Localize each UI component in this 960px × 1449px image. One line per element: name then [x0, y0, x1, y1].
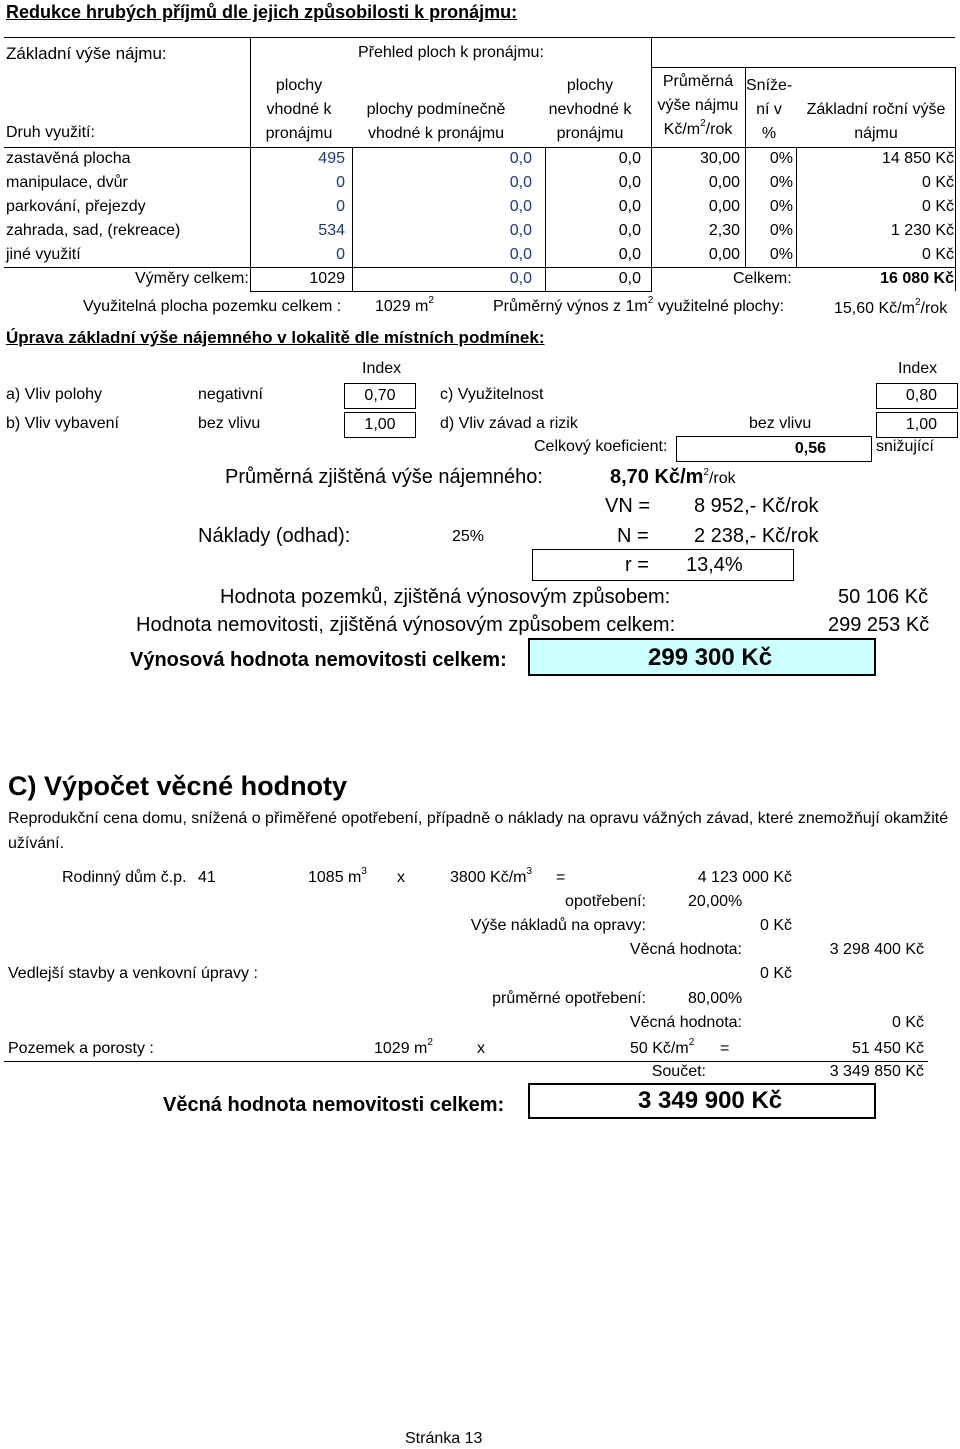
property-income-value: 299 253 Kč [828, 614, 930, 636]
col-unsuitable-header: plochy nevhodné k pronájmu [548, 77, 632, 142]
costs-label: Náklady (odhad): [198, 525, 351, 547]
house-value: 3 298 400 Kč [829, 941, 924, 958]
factor-a-effect: negativní [198, 386, 263, 403]
rate-label: r = [625, 554, 649, 576]
income-value-label: Výnosová hodnota nemovitosti celkem: [130, 649, 507, 671]
outbuildings-value-label: Věcná hodnota: [629, 1014, 742, 1031]
material-value: 3 349 900 Kč [638, 1087, 783, 1114]
factor-b-effect: bez vlivu [198, 415, 261, 432]
index-header: Index [898, 360, 938, 377]
house-repairs-value: 0 Kč [759, 917, 792, 934]
factor-a-index: 0,70 [344, 383, 416, 409]
outbuildings-label: Vedlejší stavby a venkovní úpravy : [8, 965, 258, 982]
coef-label: Celkový koeficient: [534, 438, 668, 455]
sum-value: 3 349 850 Kč [829, 1063, 924, 1080]
income-value: 299 300 Kč [648, 644, 773, 671]
avg-yield-label: Průměrný výnos z $1m^2$ využitelné plochy: [493, 295, 785, 315]
coef-value: 0,56 [676, 436, 872, 462]
factor-d-index: 1,00 [876, 412, 958, 438]
page-title: Redukce hrubých příjmů dle jejich způsobilosti k pronájmu: [6, 2, 518, 22]
land-income-label: Hodnota pozemků, zjištěná výnosovým způsobem: [220, 586, 671, 608]
outbuildings-value: 0 Kč [891, 1014, 924, 1031]
factor-a-label: a) Vliv polohy [6, 386, 103, 403]
factor-d-effect: bez vlivu [749, 415, 812, 432]
rate-box [532, 549, 794, 581]
n-value: 2 238,- Kč/rok [694, 525, 819, 547]
house-repairs-label: Výše nákladů na opravy: [470, 917, 646, 934]
n-label: N = [617, 525, 649, 547]
sum-label: Součet: [651, 1063, 706, 1080]
col-avg-rent-header: Průměrná výše nájmu $Kč/m^2$/rok [657, 73, 739, 138]
vn-value: 8 952,- Kč/rok [694, 495, 819, 517]
section-c-title: C) Výpočet věcné hodnoty [8, 771, 348, 801]
vn-label: VN = [605, 495, 651, 517]
avg-yield-value: 15,60 $Kč/m^2$/rok [834, 297, 948, 317]
index-header: Index [362, 360, 402, 377]
outbuildings-wear-label: průměrné opotřebení: [492, 990, 646, 1007]
section-c-para-line1: Reprodukční cena domu, snížená o přiměřené opotřebení, případně o náklady na opravu vážných závad, které znemožňují okamžité [8, 810, 949, 827]
outbuildings-wear-value: 80,00% [688, 990, 743, 1007]
land-income-value: 50 106 Kč [838, 586, 929, 608]
factor-d-label: d) Vliv závad a rizik [440, 415, 578, 432]
overview-label: Přehled ploch k pronájmu: [358, 44, 544, 61]
adjust-title: Úprava základní výše nájemného v lokalitě dle místních podmínek: [6, 328, 545, 347]
usable-area-value: 1029 $m^2$ [375, 295, 434, 315]
col-reduction-header: Sníže- ní v % [746, 77, 793, 142]
factor-c-label: c) Využitelnost [440, 386, 544, 403]
rate-value: 13,4% [686, 554, 743, 576]
costs-pct: 25% [452, 528, 485, 545]
material-value-label: Věcná hodnota nemovitosti celkem: [163, 1094, 505, 1116]
property-income-label: Hodnota nemovitosti, zjištěná výnosovým způsobem celkem: [136, 614, 676, 636]
base-rent-label: Základní výše nájmu: [6, 44, 167, 63]
factor-b-label: b) Vliv vybavení [6, 415, 119, 432]
avg-rent-label: Průměrná zjištěná výše nájemného: [225, 466, 543, 488]
avg-rent-value: 8,70 $Kč/m^2$/rok [610, 466, 736, 488]
page-number: Stránka 13 [405, 1430, 483, 1447]
col-conditional-header: plochy podmínečně vhodné k pronájmu [366, 101, 506, 142]
col-use-header: Druh využití: [6, 124, 95, 141]
col-annual-header: Základní roční výše nájmu [806, 101, 946, 142]
house-value-label: Věcná hodnota: [629, 941, 742, 958]
coef-note: snižující [876, 438, 934, 455]
factor-c-index: 0,80 [876, 383, 958, 409]
factor-b-index: 1,00 [344, 412, 416, 438]
house-wear-label: opotřebení: [565, 893, 646, 910]
outbuildings-amount: 0 Kč [759, 965, 792, 982]
section-c-para-line2: užívání. [8, 835, 65, 852]
col-suitable-header: plochy vhodné k pronájmu [265, 77, 333, 142]
house-wear-value: 20,00% [688, 893, 743, 910]
